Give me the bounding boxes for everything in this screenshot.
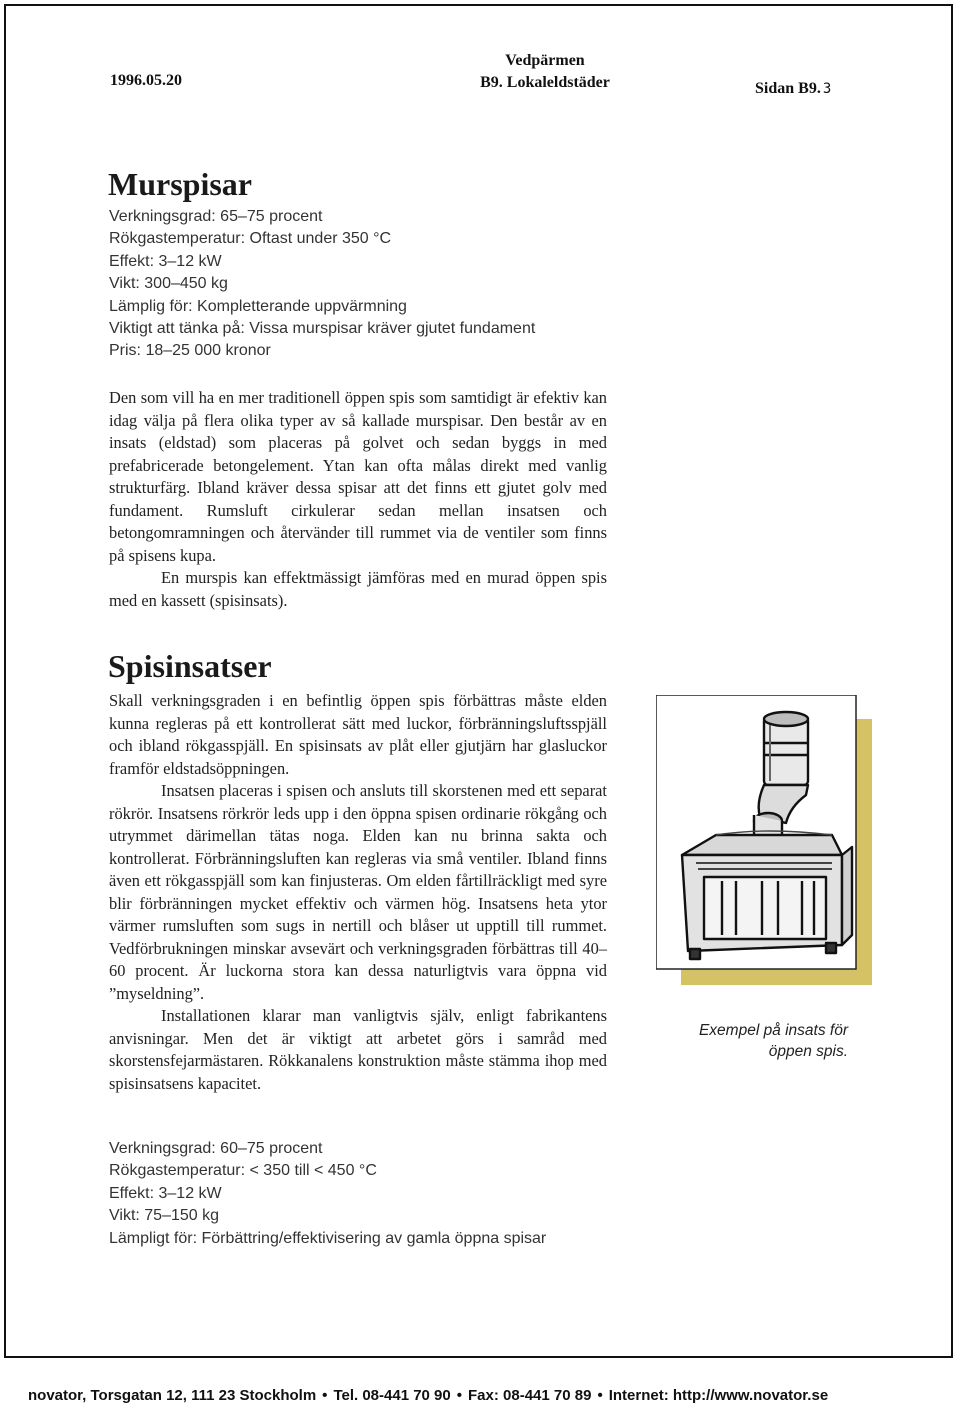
fact-line: Viktigt att tänka på: Vissa murspisar kräver gjutet fundament	[109, 320, 536, 338]
footer-internet: Internet: http://www.novator.se	[608, 1387, 829, 1404]
fact-line: Effekt: 3–12 kW	[109, 252, 222, 270]
header-page-label: Sidan B9.	[755, 80, 821, 97]
header-doc-title: Vedpärmen	[505, 52, 585, 69]
body-paragraph: Installationen klarar man vanligtvis själv, enligt fabrikantens anvisningar. Men det är viktigt att arbetet görs i samråd med skorstensfejarmästaren. Rökkanalens konstruktion måste stämma ihop med spisinsatsens kapacitet.	[109, 1006, 607, 1093]
bullet-icon: •	[322, 1387, 328, 1404]
header-page-number: 3	[822, 81, 832, 97]
stove-insert-figure	[656, 695, 872, 985]
footer-tel: Tel. 08-441 70 90	[333, 1387, 451, 1404]
fact-line: Vikt: 300–450 kg	[109, 275, 228, 293]
footer-fax: Fax: 08-441 70 89	[468, 1387, 592, 1404]
fact-line: Effekt: 3–12 kW	[109, 1184, 222, 1202]
body-paragraph: Skall verkningsgraden i en befintlig öppen spis förbättras måste elden kunna regleras på ett kontrollerat sätt med luckor, förbränningsluftsspjäll och ibland rökgasspjäll. En spisinsats av plåt eller gjutjärn har glasluckor framför eldstadsöppningen.	[109, 691, 607, 778]
fact-line: Verkningsgrad: 65–75 procent	[109, 208, 323, 225]
fact-line: Verkningsgrad: 60–75 procent	[109, 1140, 323, 1157]
murspisar-facts	[109, 206, 535, 363]
header-page	[755, 80, 831, 98]
bullet-icon: •	[456, 1387, 463, 1404]
murspisar-body	[109, 387, 607, 612]
figure-caption-line: Exempel på insats för	[698, 1022, 848, 1039]
figure-caption	[660, 1020, 848, 1062]
spisinsatser-body	[109, 690, 607, 1095]
fact-line: Rökgastemperatur: < 350 till < 450 °C	[109, 1162, 377, 1180]
stove-insert-illustration-icon	[656, 695, 872, 985]
fact-line: Lämplig för: Kompletterande uppvärmning	[109, 297, 407, 315]
header-section: B9. Lokaleldstäder	[480, 74, 610, 91]
spisinsatser-heading: Spisinsatser	[108, 648, 272, 684]
page-footer	[28, 1387, 828, 1404]
bullet-icon: •	[597, 1387, 603, 1404]
body-paragraph: Den som vill ha en mer traditionell öppen spis som samtidigt är efektiv kan idag välja på flera olika typer av så kallade murspisar. Den består av en insats (eldstad) som placeras på golvet och sedan byggs in med prefabricerade betongelement. Ytan kan ofta målas direkt med vanlig strukturfärg. Ibland kräver dessa spisar att det finns ett gjutet golv med fundament. Rumsluft cirkulerar sedan mellan insatsen och betongomramningen och återvänder till rummet via de ventiler som finns på spisens kupa.	[109, 388, 607, 565]
body-paragraph: En murspis kan effektmässigt jämföras med en murad öppen spis med en kassett (spisinsats).	[109, 568, 607, 610]
footer-company: novator, Torsgatan 12, 111 23 Stockholm	[28, 1387, 317, 1404]
figure-caption-line: öppen spis.	[768, 1043, 848, 1060]
header-date: 1996.05.20	[110, 72, 182, 89]
header-title-block	[460, 50, 630, 94]
fact-line: Rökgastemperatur: Oftast under 350 °C	[109, 230, 392, 248]
spisinsatser-facts	[109, 1138, 546, 1250]
fact-line: Pris: 18–25 000 kronor	[109, 342, 271, 360]
body-paragraph: Insatsen placeras i spisen och ansluts till skorstenen med ett separat rökrör. Insatsens rörkrör leds upp i den öppna spisen ordinarie rökgång och utrymmet därimellan tätas noga. Elden kan nu brinna sakta och kontrollerat. Förbränningsluften kan regleras via små ventiler. Ibland finns även ett rökgasspjäll som kan finjusteras. Om elden fårtillräckligt med syre blir förbränningen mycket effektiv och värmen hög. Insatsens heta ytor värmer rumsluften som sugs in nertill och blåser ut upptill till rummet. Vedförbrukningen minskar avsevärt och verkningsgraden förbättras till 40–60 procent. Är luckorna stora kan dessa naturligtvis vara öppna vid ”myseldning”.	[109, 781, 607, 1003]
fact-line: Lämpligt för: Förbättring/effektivisering av gamla öppna spisar	[109, 1229, 547, 1247]
fact-line: Vikt: 75–150 kg	[109, 1207, 220, 1225]
murspisar-heading: Murspisar	[108, 166, 252, 202]
